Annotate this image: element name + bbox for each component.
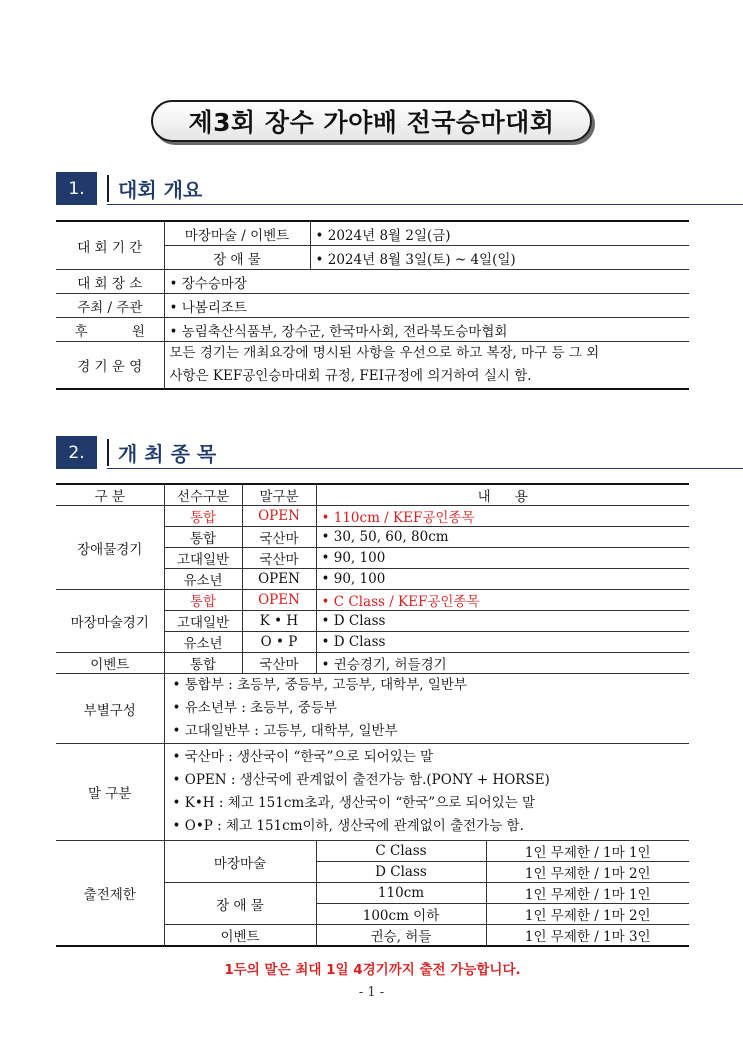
table-row xyxy=(56,506,689,527)
division-label: 부별구성 xyxy=(56,674,164,744)
dressage-label: 마장마술경기 xyxy=(56,590,164,653)
section-2-underline xyxy=(107,468,743,469)
jumping-content: • 110cm / KEF공인종목 xyxy=(316,506,689,527)
rules-value xyxy=(164,342,689,390)
sponsor-label: 후 원 xyxy=(56,318,164,342)
limits-class: 100cm 이하 xyxy=(316,904,486,925)
limits-value: 1인 무제한 / 1마 2인 xyxy=(486,862,689,883)
table-row xyxy=(56,270,689,294)
rules-label: 경 기 운 영 xyxy=(56,342,164,390)
header-horse: 말구분 xyxy=(242,484,316,506)
dressage-horse: O • P xyxy=(242,632,316,653)
list-item: • OPEN : 생산국에 관계없이 출전가능 함.(PONY + HORSE) xyxy=(172,772,550,788)
period-dressage-label: 마장마술 / 이벤트 xyxy=(164,221,310,246)
period-jump-label: 장 애 물 xyxy=(164,246,310,270)
dressage-player: 통합 xyxy=(164,590,242,611)
section-2-header xyxy=(56,436,743,469)
document-title-box xyxy=(151,100,592,142)
header-category: 구 분 xyxy=(56,484,164,506)
jumping-horse: 국산마 xyxy=(242,527,316,548)
list-item: • 통합부 : 초등부, 중등부, 고등부, 대학부, 일반부 xyxy=(172,677,467,693)
table-row xyxy=(56,590,689,611)
section-2-title: 개 최 종 목 xyxy=(118,442,217,466)
table-row xyxy=(56,221,689,246)
list-item: • 국산마 : 생산국이 “한국”으로 되어있는 말 xyxy=(172,749,434,765)
period-dressage-value: • 2024년 8월 2일(금) xyxy=(310,221,689,246)
table-row xyxy=(56,318,689,342)
jumping-horse: 국산마 xyxy=(242,548,316,569)
limits-dressage-label: 마장마술 xyxy=(164,841,316,883)
dressage-content: • C Class / KEF공인종목 xyxy=(316,590,689,611)
limits-value: 1인 무제한 / 1마 2인 xyxy=(486,904,689,925)
event-player: 통합 xyxy=(164,653,242,674)
table-row xyxy=(56,653,689,674)
section-1-underline xyxy=(107,204,743,205)
jumping-content: • 90, 100 xyxy=(316,548,689,569)
jumping-horse: OPEN xyxy=(242,506,316,527)
jumping-player: 고대일반 xyxy=(164,548,242,569)
dressage-player: 고대일반 xyxy=(164,611,242,632)
table-row xyxy=(56,841,689,862)
section-2-number: 2. xyxy=(56,436,97,469)
events-table xyxy=(56,483,689,947)
rules-line-1: 모든 경기는 개최요강에 명시된 사항을 우선으로 하고 복장, 마구 등 그 외 xyxy=(169,345,600,361)
event-content: • 귄승경기, 허들경기 xyxy=(316,653,689,674)
horse-class-label: 말 구분 xyxy=(56,744,164,841)
table-row xyxy=(56,342,689,390)
rules-line-2: 사항은 KEF공인승마대회 규정, FEI규정에 의거하여 실시 함. xyxy=(169,368,532,384)
limits-label: 출전제한 xyxy=(56,841,164,947)
limits-class: 110cm xyxy=(316,883,486,904)
limits-jump-label: 장 애 물 xyxy=(164,883,316,925)
page-number: - 1 - xyxy=(358,985,385,1000)
limits-class: 귄승, 허들 xyxy=(316,925,486,947)
jumping-content: • 30, 50, 60, 80cm xyxy=(316,527,689,548)
dressage-horse: OPEN xyxy=(242,590,316,611)
table-row xyxy=(56,674,689,744)
limits-value: 1인 무제한 / 1마 1인 xyxy=(486,883,689,904)
event-label: 이벤트 xyxy=(56,653,164,674)
limits-class: D Class xyxy=(316,862,486,883)
dressage-player: 유소년 xyxy=(164,632,242,653)
venue-label: 대 회 장 소 xyxy=(56,270,164,294)
section-1-number: 1. xyxy=(56,172,97,205)
jumping-player: 통합 xyxy=(164,506,242,527)
document-title: 제3회 장수 가야배 전국승마대회 xyxy=(188,108,555,137)
division-list xyxy=(164,674,689,744)
list-item: • 고대일반부 : 고등부, 대학부, 일반부 xyxy=(172,723,398,739)
host-label: 주최 / 주관 xyxy=(56,294,164,318)
period-jump-value: • 2024년 8월 3일(토) ~ 4일(일) xyxy=(310,246,689,270)
header-player: 선수구분 xyxy=(164,484,242,506)
limits-value: 1인 무제한 / 1마 3인 xyxy=(486,925,689,947)
limits-class: C Class xyxy=(316,841,486,862)
section-1-title: 대회 개요 xyxy=(118,178,203,202)
list-item: • O•P : 체고 151cm이하, 생산국에 관계없이 출전가능 함. xyxy=(172,818,524,834)
table-row xyxy=(56,744,689,841)
dressage-content: • D Class xyxy=(316,632,689,653)
jumping-player: 통합 xyxy=(164,527,242,548)
jumping-label: 장애물경기 xyxy=(56,506,164,590)
jumping-content: • 90, 100 xyxy=(316,569,689,590)
horse-class-list xyxy=(164,744,689,841)
table-header-row xyxy=(56,484,689,506)
header-content: 내 용 xyxy=(316,484,689,506)
overview-table xyxy=(56,220,689,390)
list-item: • 유소년부 : 초등부, 중등부 xyxy=(172,700,337,716)
dressage-horse: K • H xyxy=(242,611,316,632)
section-2-divider xyxy=(107,439,109,466)
venue-value: • 장수승마장 xyxy=(164,270,689,294)
section-1-divider xyxy=(107,175,109,202)
jumping-player: 유소년 xyxy=(164,569,242,590)
section-1-header xyxy=(56,172,743,205)
table-row xyxy=(56,294,689,318)
dressage-content: • D Class xyxy=(316,611,689,632)
jumping-horse: OPEN xyxy=(242,569,316,590)
event-horse: 국산마 xyxy=(242,653,316,674)
sponsor-value: • 농림축산식품부, 장수군, 한국마사회, 전라북도승마협회 xyxy=(164,318,689,342)
limits-value: 1인 무제한 / 1마 1인 xyxy=(486,841,689,862)
list-item: • K•H : 체고 151cm초과, 생산국이 “한국”으로 되어있는 말 xyxy=(172,795,536,811)
entry-note: 1두의 말은 최대 1일 4경기까지 출전 가능합니다. xyxy=(224,962,521,978)
limits-event-label: 이벤트 xyxy=(164,925,316,947)
host-value: • 나봄리조트 xyxy=(164,294,689,318)
period-label: 대 회 기 간 xyxy=(56,221,164,270)
